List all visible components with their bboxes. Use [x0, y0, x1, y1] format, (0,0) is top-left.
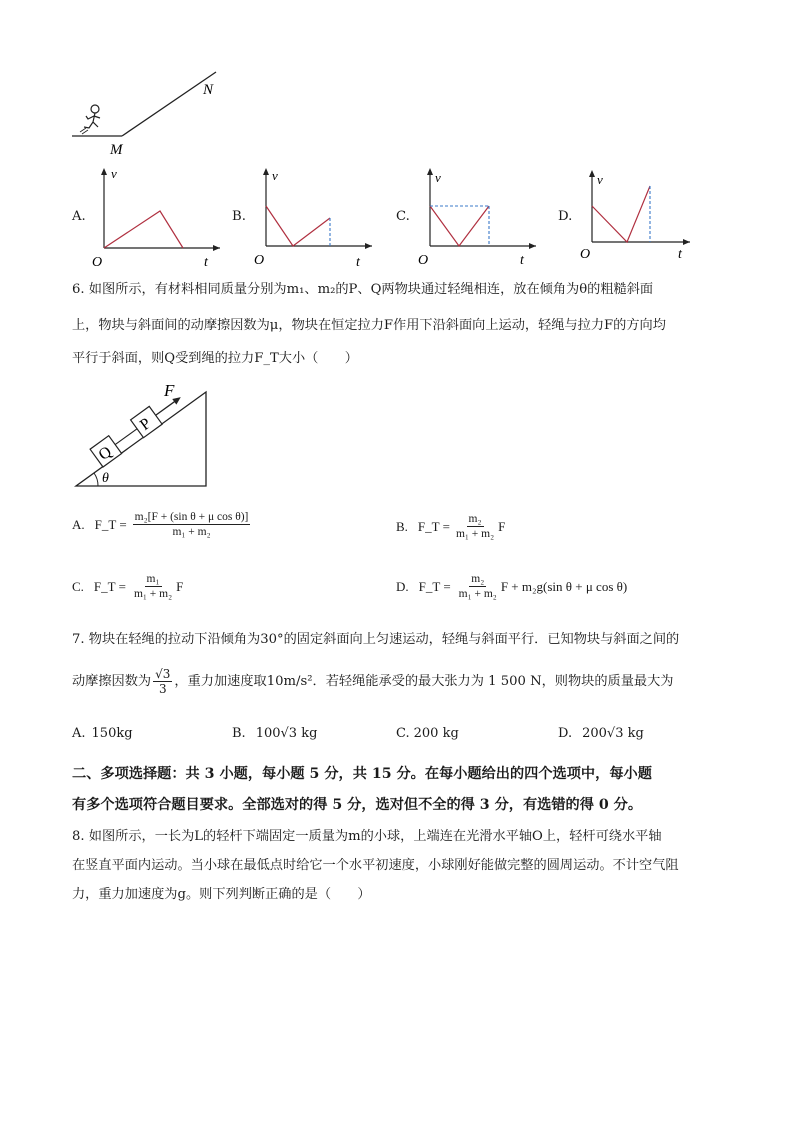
axis-v-label: v [272, 168, 278, 183]
option-letter: D. [396, 578, 409, 594]
q6-line-1: 6. 如图所示，有材料相同质量分别为m₁、m₂的P、Q两物块通过轻绳相连，放在倾角为θ的粗糙斜面 [72, 282, 654, 297]
q5-graph-c[interactable] [416, 166, 541, 271]
q5-slope-figure [60, 64, 240, 164]
q7-option-c[interactable] [396, 725, 459, 743]
option-lhs: F_T = [94, 516, 127, 532]
axis-v-label: v [111, 166, 117, 181]
option-lhs: F_T = [93, 578, 126, 594]
q6-line-3: 平行于斜面，则Q受到绳的拉力F_T大小（ ） [72, 351, 358, 366]
fraction-denominator: m₁ + m₂ [133, 588, 173, 600]
fraction-numerator: m₁ [146, 573, 160, 585]
rope [115, 429, 137, 445]
fraction-denominator: m₁ + m₂ [455, 528, 495, 540]
q7-option-a[interactable] [72, 725, 133, 743]
angle-label: θ [102, 471, 109, 486]
velocity-line [592, 186, 650, 242]
q8-line-2: 在竖直平面内运动。当小球在最低点时给它一个水平初速度，小球刚好能做完整的圆周运动。不计空气阻 [72, 858, 679, 873]
option-letter: A. [72, 726, 86, 741]
origin-label: O [580, 247, 591, 262]
incline [76, 392, 206, 486]
q8-line-3: 力，重力加速度为g。则下列判断正确的是（ ） [72, 887, 371, 902]
q7-line-2 [72, 667, 674, 696]
block-q-label: Q [95, 443, 116, 464]
axis-v-label: v [597, 172, 603, 187]
q5-option-a-letter[interactable]: A. [72, 209, 86, 224]
option-value: 200 kg [413, 726, 459, 741]
option-tail: F + m₂g(sin θ + μ cos θ) [500, 578, 628, 594]
origin-label: O [418, 253, 429, 268]
axis-t-label: t [678, 247, 682, 262]
q5-option-c-letter[interactable]: C. [396, 209, 410, 224]
option-lhs: F_T = [417, 518, 450, 534]
q6-incline-figure [72, 378, 212, 490]
angle-arc [94, 473, 98, 486]
option-letter: A. [72, 516, 85, 532]
option-tail: F [498, 518, 506, 534]
q8-line-1: 8. 如图所示，一长为L的轻杆下端固定一质量为m的小球，上端连在光滑水平轴O上，轻杆可绕水平轴 [72, 829, 662, 844]
q7-line-2-post: ，重力加速度取10m/s²．若轻绳能承受的最大张力为 1 500 N，则物块的质量最大为 [174, 673, 674, 689]
origin-label: O [92, 255, 103, 270]
slope-line [122, 72, 216, 136]
q5-option-b-letter[interactable]: B. [232, 209, 246, 224]
friction-fraction-numerator: √3 [155, 667, 171, 681]
fraction-numerator: m₂ [468, 513, 482, 525]
block-p-label: P [136, 414, 155, 434]
q5-graph-b[interactable] [252, 166, 377, 271]
option-value: 150kg [91, 726, 133, 741]
force-label: F [164, 381, 175, 400]
fraction-denominator: m₁ + m₂ [172, 526, 211, 538]
option-letter: C. [72, 578, 84, 594]
axis-v-label: v [435, 170, 441, 185]
option-value: 200√3 kg [582, 726, 644, 741]
fraction-numerator: m₂ [471, 573, 485, 585]
q6-line-2: 上，物块与斜面间的动摩擦因数为μ，物块在恒定拉力F作用下沿斜面向上运动，轻绳与拉力F的方向均 [72, 318, 666, 333]
option-value: 100√3 kg [255, 726, 318, 741]
q7-option-d[interactable] [558, 725, 644, 743]
label-n: N [203, 82, 214, 98]
fraction-denominator: m₁ + m₂ [458, 588, 497, 600]
axis-t-label: t [204, 255, 208, 270]
q7-line-2-pre: 动摩擦因数为 [72, 673, 152, 689]
option-letter: C. [396, 726, 410, 741]
q7-option-b[interactable] [232, 725, 317, 743]
force-arrow [156, 399, 178, 415]
q7-line-1: 7. 物块在轻绳的拉动下沿倾角为30°的固定斜面向上匀速运动，轻绳与斜面平行．已知物块与斜面之间的 [72, 632, 680, 647]
fraction-numerator: m₂[F + (sin θ + μ cos θ)] [134, 511, 249, 523]
option-letter: B. [396, 518, 408, 534]
velocity-line [104, 211, 183, 248]
section2-heading-line-1: 二、多项选择题：共 3 小题，每小题 5 分，共 15 分。在每小题给出的四个选项中，每小题 [72, 766, 652, 782]
q6-option-b[interactable] [396, 512, 505, 541]
label-m: M [110, 142, 123, 158]
friction-fraction-denominator: 3 [158, 682, 167, 696]
velocity-line [266, 206, 330, 246]
q5-graph-a[interactable] [90, 166, 225, 271]
axis-t-label: t [520, 253, 524, 268]
q6-option-a[interactable] [72, 510, 252, 539]
option-letter: B. [232, 726, 246, 741]
q6-option-d[interactable] [396, 572, 627, 601]
option-letter: D. [558, 726, 573, 741]
q5-graph-d[interactable] [578, 166, 698, 271]
option-tail: F [176, 578, 184, 594]
running-person-icon [80, 105, 100, 134]
axis-t-label: t [356, 255, 360, 270]
q6-option-c[interactable] [72, 572, 183, 601]
velocity-line [430, 206, 489, 246]
origin-label: O [254, 253, 265, 268]
q5-option-d-letter[interactable]: D. [558, 209, 573, 224]
option-lhs: F_T = [418, 578, 451, 594]
section2-heading-line-2: 有多个选项符合题目要求。全部选对的得 5 分，选对但不全的得 3 分，有选错的得 0 分。 [72, 797, 643, 813]
